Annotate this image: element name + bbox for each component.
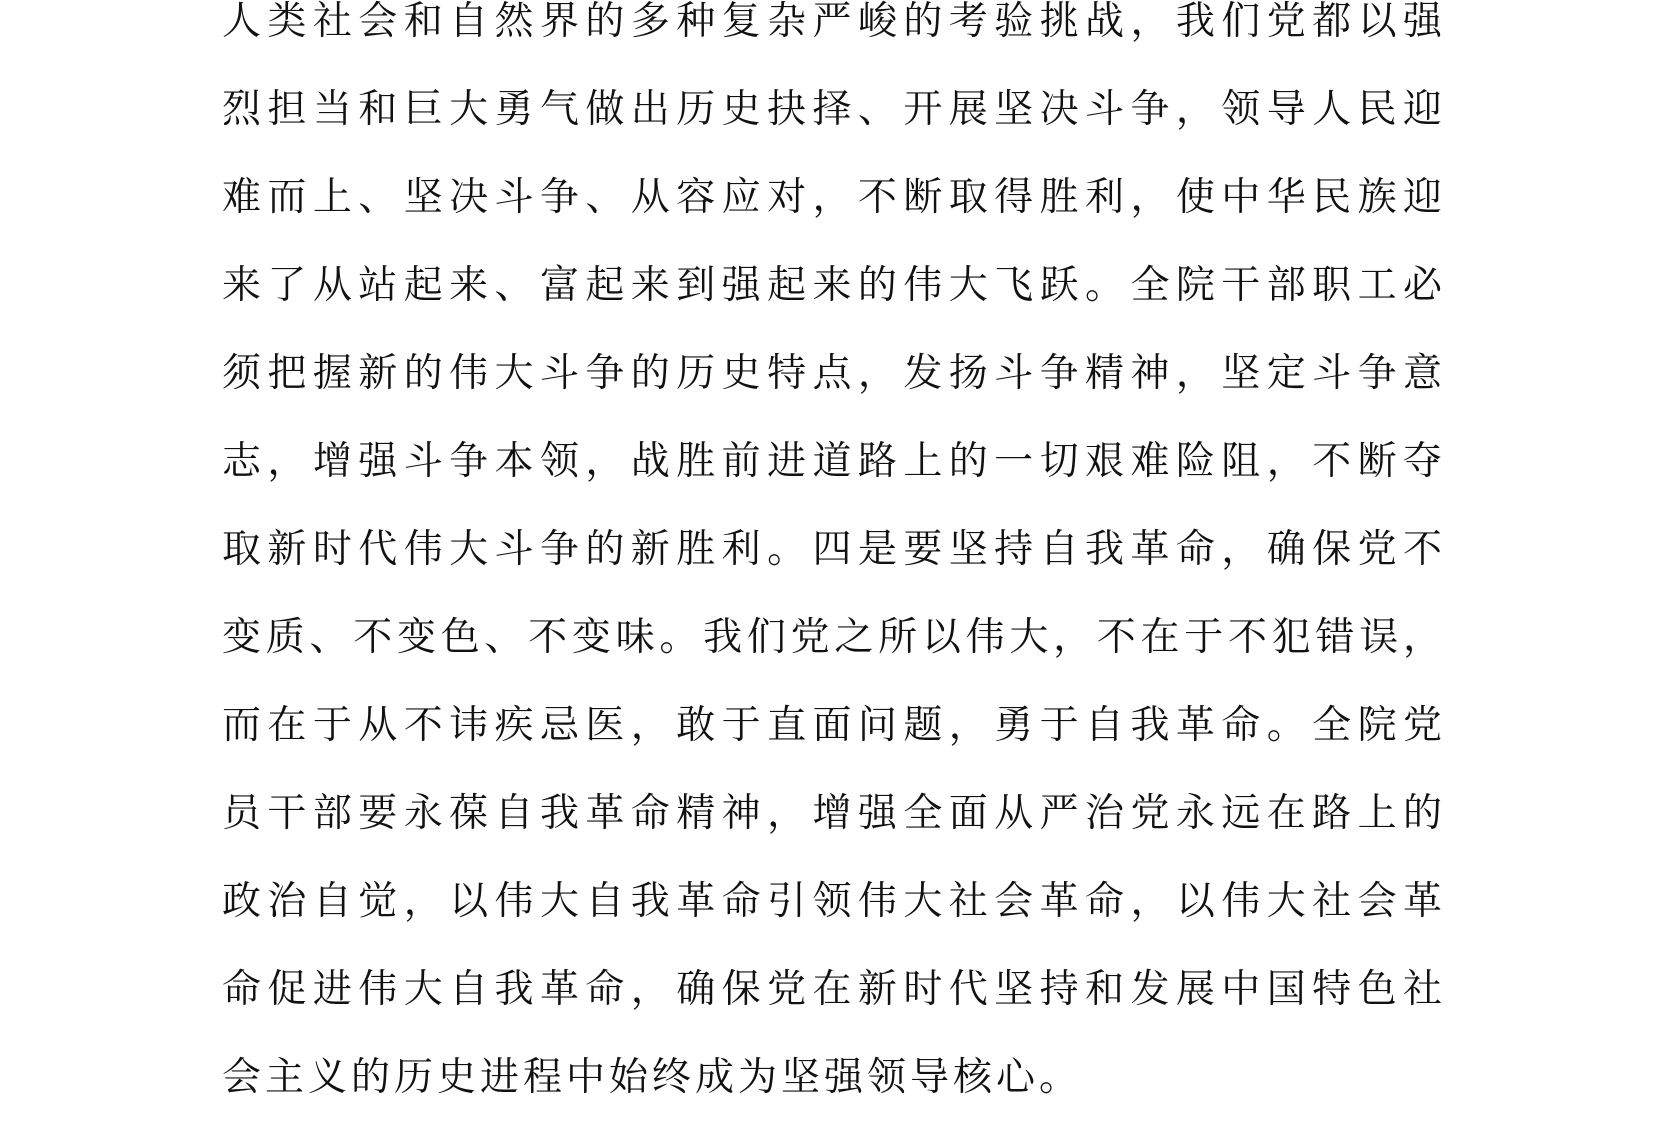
- text-line: 员干部要永葆自我革命精神，增强全面从严治党永远在路上的: [222, 791, 1442, 836]
- text-line: 人类社会和自然界的多种复杂严峻的考验挑战，我们党都以强: [222, 0, 1442, 44]
- text-line: 政治自觉，以伟大自我革命引领伟大社会革命，以伟大社会革: [222, 879, 1442, 924]
- text-line: 志，增强斗争本领，战胜前进道路上的一切艰难险阻，不断夺: [222, 439, 1442, 484]
- text-line: 取新时代伟大斗争的新胜利。四是要坚持自我革命，确保党不: [222, 527, 1442, 572]
- body-paragraph: [222, 0, 1442, 1122]
- text-line: 须把握新的伟大斗争的历史特点，发扬斗争精神，坚定斗争意: [222, 351, 1442, 396]
- text-line: 命促进伟大自我革命，确保党在新时代坚持和发展中国特色社: [222, 967, 1442, 1012]
- text-line: 烈担当和巨大勇气做出历史抉择、开展坚决斗争，领导人民迎: [222, 87, 1442, 132]
- text-line: 难而上、坚决斗争、从容应对，不断取得胜利，使中华民族迎: [222, 175, 1442, 220]
- text-line: 变质、不变色、不变味。我们党之所以伟大，不在于不犯错误，: [222, 615, 1442, 660]
- text-line-last: 会主义的历史进程中始终成为坚强领导核心。: [222, 1055, 1083, 1100]
- text-line: 而在于从不讳疾忌医，敢于直面问题，勇于自我革命。全院党: [222, 703, 1442, 748]
- text-line: 来了从站起来、富起来到强起来的伟大飞跃。全院干部职工必: [222, 263, 1442, 308]
